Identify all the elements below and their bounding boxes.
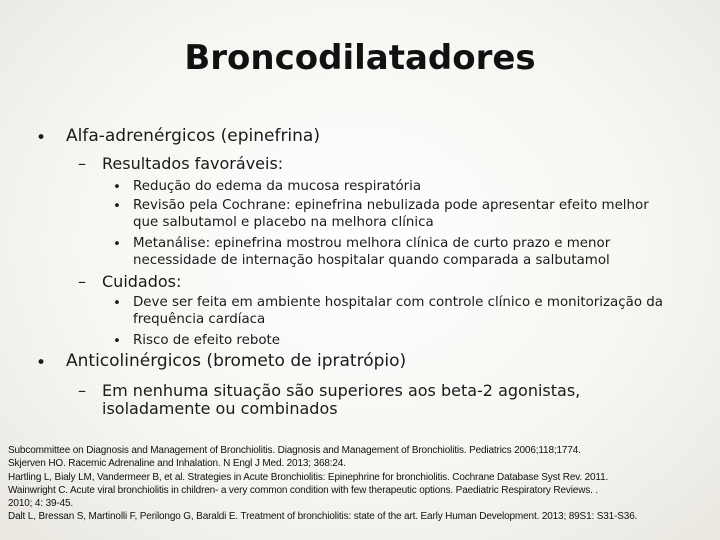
reference-line: Dalt L, Bressan S, Martinolli F, Perilongo G, Baraldi E. Treatment of bronchiolitis: state of the art. Early Human Development. 2013; 89S1: S31-S36.	[8, 511, 638, 523]
list-item-text: Redução do edema da mucosa respiratória	[133, 179, 422, 194]
subsection-heading-results: Resultados favoráveis:	[102, 154, 284, 173]
subsection-text: isoladamente ou combinados	[102, 399, 338, 418]
list-item-text: necessidade de internação hospitalar quando comparada a salbutamol	[133, 253, 610, 268]
bullet-marker: •	[113, 237, 121, 252]
list-item-text: Revisão pela Cochrane: epinefrina nebulizada pode apresentar efeito melhor	[133, 198, 649, 213]
bullet-marker: •	[36, 353, 47, 373]
section-heading-anticholinergic: Anticolinérgicos (brometo de ipratrópio)	[66, 351, 407, 371]
list-item-text: que salbutamol e placebo na melhora clínica	[133, 215, 434, 230]
dash-marker: –	[78, 381, 86, 400]
references	[8, 444, 716, 524]
section-heading-alpha: Alfa-adrenérgicos (epinefrina)	[66, 126, 320, 146]
bullet-marker: •	[113, 199, 121, 214]
slide-title: Broncodilatadores	[184, 38, 536, 78]
reference-line: Subcommittee on Diagnosis and Management of Bronchiolitis. Diagnosis and Management of Bronchiolitis. Pediatrics 2006;118;1774.	[8, 445, 581, 456]
list-item-text: frequência cardíaca	[133, 312, 266, 327]
bullet-marker: •	[113, 180, 121, 195]
dash-marker: –	[78, 272, 86, 291]
subsection-heading-cautions: Cuidados:	[102, 272, 182, 291]
dash-marker: –	[78, 154, 86, 173]
list-item-text: Metanálise: epinefrina mostrou melhora clínica de curto prazo e menor	[133, 236, 611, 251]
reference-line: Skjerven HO. Racemic Adrenaline and Inhalation. N Engl J Med. 2013; 368:24.	[8, 458, 346, 470]
list-item-text: Risco de efeito rebote	[133, 333, 281, 348]
list-item-text: Deve ser feita em ambiente hospitalar com controle clínico e monitorização da	[133, 295, 663, 310]
subsection-text: Em nenhuma situação são superiores aos beta-2 agonistas,	[102, 381, 581, 400]
reference-line: 2010; 4: 39-45.	[8, 498, 74, 510]
bullet-marker: •	[113, 296, 121, 311]
bullet-marker: •	[113, 334, 121, 349]
reference-line: Wainwright C. Acute viral bronchiolitis in children- a very common condition with few therapeutic options. Paediatric Respiratory Reviews. .	[8, 484, 599, 496]
reference-line: Hartling L, Bialy LM, Vandermeer B, et al. Strategies in Acute Bronchiolitis: Epinephrine for bronchiolitis. Cochrane Database Syst Rev. 2011.	[8, 471, 609, 483]
bullet-marker: •	[36, 128, 47, 148]
